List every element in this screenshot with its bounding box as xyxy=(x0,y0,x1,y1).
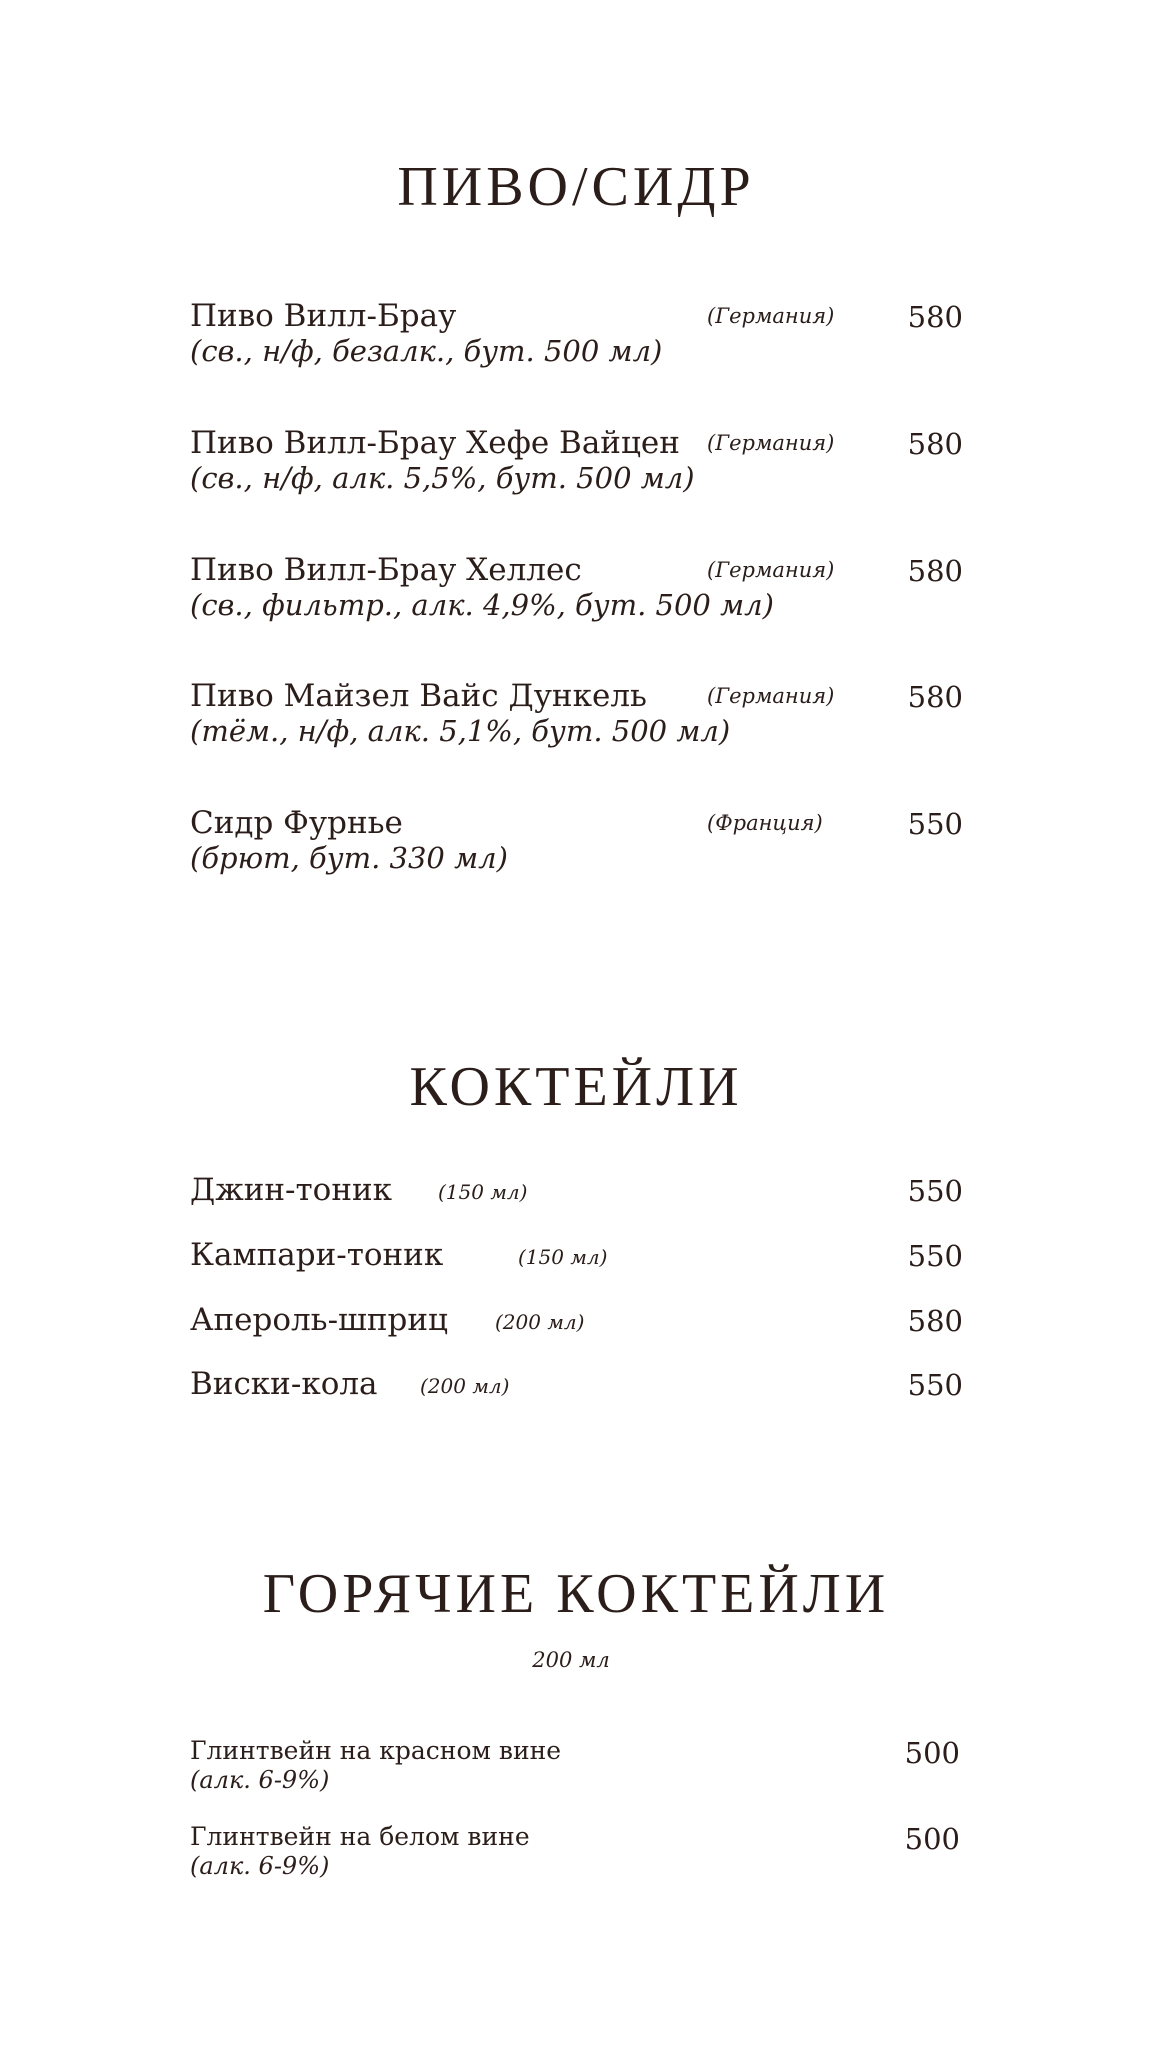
hot-cocktails-section-title: ГОРЯЧИЕ КОКТЕЙЛИ xyxy=(262,1563,890,1625)
item-name: Джин-тоник xyxy=(190,1172,393,1208)
cocktails-section-title: КОКТЕЙЛИ xyxy=(409,1056,743,1118)
item-volume: (150 мл) xyxy=(438,1180,528,1204)
item-description: (алк. 6-9%) xyxy=(190,1852,330,1880)
item-name: Виски-кола xyxy=(190,1366,378,1402)
item-name: Апероль-шприц xyxy=(190,1302,448,1338)
item-price: 500 xyxy=(904,1736,960,1770)
item-origin: (Германия) xyxy=(707,304,835,328)
item-volume: (200 мл) xyxy=(420,1374,510,1398)
item-name: Пиво Вилл-Брау xyxy=(190,298,457,334)
item-description: (брют, бут. 330 мл) xyxy=(190,841,508,875)
item-name: Глинтвейн на белом вине xyxy=(190,1822,530,1851)
item-name: Пиво Вилл-Брау Хефе Вайцен xyxy=(190,425,680,461)
item-origin: (Германия) xyxy=(707,684,835,708)
item-name: Глинтвейн на красном вине xyxy=(190,1736,562,1765)
item-price: 550 xyxy=(907,807,963,841)
item-price: 550 xyxy=(907,1239,963,1273)
item-volume: (200 мл) xyxy=(495,1310,585,1334)
item-price: 580 xyxy=(907,680,963,714)
item-description: (тём., н/ф, алк. 5,1%, бут. 500 мл) xyxy=(190,714,731,748)
item-price: 580 xyxy=(907,427,963,461)
item-origin: (Франция) xyxy=(707,811,823,835)
item-name: Кампари-тоник xyxy=(190,1237,444,1273)
item-origin: (Германия) xyxy=(707,558,835,582)
item-price: 580 xyxy=(907,554,963,588)
item-volume: (150 мл) xyxy=(518,1245,608,1269)
item-price: 550 xyxy=(907,1174,963,1208)
item-price: 500 xyxy=(904,1822,960,1856)
item-name: Сидр Фурнье xyxy=(190,805,403,841)
item-name: Пиво Майзел Вайс Дункель xyxy=(190,678,647,714)
hot-cocktails-volume: 200 мл xyxy=(532,1648,610,1672)
item-price: 580 xyxy=(907,300,963,334)
beer-section-title: ПИВО/СИДР xyxy=(397,156,755,218)
item-name: Пиво Вилл-Брау Хеллес xyxy=(190,552,582,588)
item-description: (св., н/ф, безалк., бут. 500 мл) xyxy=(190,334,663,368)
item-description: (св., фильтр., алк. 4,9%, бут. 500 мл) xyxy=(190,588,774,622)
item-price: 580 xyxy=(907,1304,963,1338)
item-price: 550 xyxy=(907,1368,963,1402)
item-description: (алк. 6-9%) xyxy=(190,1766,330,1794)
item-description: (св., н/ф, алк. 5,5%, бут. 500 мл) xyxy=(190,461,695,495)
item-origin: (Германия) xyxy=(707,431,835,455)
